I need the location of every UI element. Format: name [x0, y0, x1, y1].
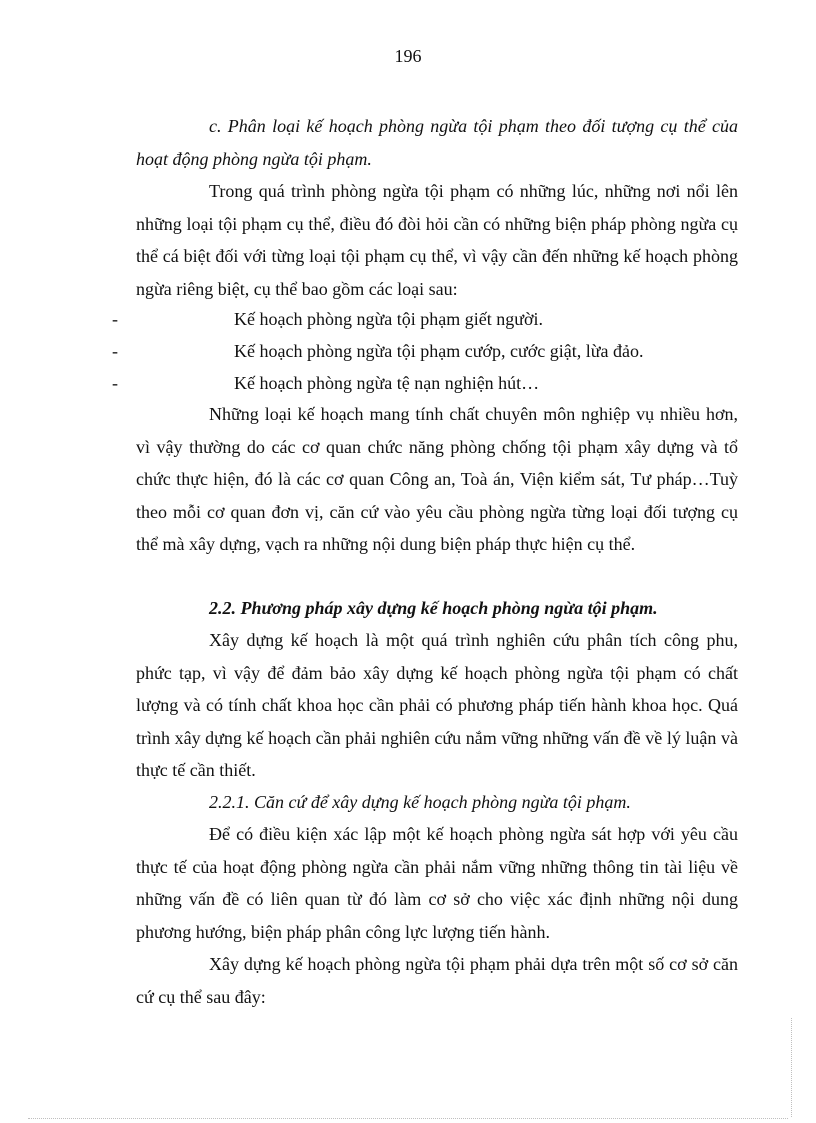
section-2-2-1-body1-block	[136, 818, 738, 948]
section-c-heading: c. Phân loại kế hoạch phòng ngừa tội phạm theo đối tượng cụ thể của hoạt động phòng ngừa tội phạm.	[136, 116, 738, 169]
section-2-2-1-body2: Xây dựng kế hoạch phòng ngừa tội phạm phải dựa trên một số cơ sở căn cứ cụ thể sau đây:	[136, 954, 738, 1007]
margin-guide	[791, 1018, 792, 1117]
page-footer-rule	[28, 1118, 788, 1119]
bullet-dash: -	[112, 309, 118, 329]
section-2-2-1-body2-block	[136, 948, 738, 1013]
section-c-conclusion-block	[136, 398, 738, 561]
bullet-text: Kế hoạch phòng ngừa tệ nạn nghiện hút…	[234, 373, 540, 393]
section-c-intro: Trong quá trình phòng ngừa tội phạm có những lúc, những nơi nổi lên những loại tội phạm cụ thể, điều đó đòi hỏi cần có những biện pháp phòng ngừa cụ thể cá biệt đối với từng loại tội phạm cụ thể, vì vậy cần đến những kế hoạch phòng ngừa riêng biệt, cụ thể bao gồm các loại sau:	[136, 181, 738, 299]
list-item	[0, 367, 816, 399]
section-2-2-1-heading-block	[136, 786, 738, 819]
section-2-2-1-heading: 2.2.1. Căn cứ để xây dựng kế hoạch phòng ngừa tội phạm.	[209, 792, 631, 812]
section-2-2-body-block	[136, 624, 738, 787]
bullet-dash: -	[112, 373, 118, 393]
page-number: 196	[394, 46, 422, 66]
section-c-conclusion: Những loại kế hoạch mang tính chất chuyên môn nghiệp vụ nhiều hơn, vì vậy thường do các cơ quan chức năng phòng chống tội phạm xây dựng và tổ chức thực hiện, đó là các cơ quan Công an, Toà án, Viện kiểm sát, Tư pháp…Tuỳ theo mỗi cơ quan đơn vị, căn cứ vào yêu cầu phòng ngừa từng loại đối tượng cụ thể mà xây dựng, vạch ra những nội dung biện pháp thực hiện cụ thể.	[136, 404, 738, 554]
section-2-2-heading: 2.2. Phương pháp xây dựng kế hoạch phòng ngừa tội phạm.	[209, 598, 658, 618]
bullet-text: Kế hoạch phòng ngừa tội phạm giết người.	[234, 309, 543, 329]
bullet-text: Kế hoạch phòng ngừa tội phạm cướp, cước giật, lừa đảo.	[234, 341, 644, 361]
list-item	[0, 303, 816, 335]
section-2-2-heading-block	[136, 592, 738, 625]
list-item	[0, 335, 816, 367]
section-2-2-1-body1: Để có điều kiện xác lập một kế hoạch phòng ngừa sát hợp với yêu cầu thực tế của hoạt động phòng ngừa cần phải nắm vững những thông tin tài liệu về những vấn đề có liên quan từ đó làm cơ sở cho việc xác định những nội dung phương hướng, biện pháp phân công lực lượng tiến hành.	[136, 824, 738, 942]
section-c-heading-block	[136, 110, 738, 175]
section-2-2-body: Xây dựng kế hoạch là một quá trình nghiên cứu phân tích công phu, phức tạp, vì vậy để đảm bảo xây dựng kế hoạch phòng ngừa tội phạm có chất lượng và có tính chất khoa học cần phải có phương pháp tiến hành khoa học. Quá trình xây dựng kế hoạch cần phải nghiên cứu nắm vững những vấn đề về lý luận và thực tế cần thiết.	[136, 630, 738, 780]
section-c-intro-block	[136, 175, 738, 305]
bullet-dash: -	[112, 341, 118, 361]
